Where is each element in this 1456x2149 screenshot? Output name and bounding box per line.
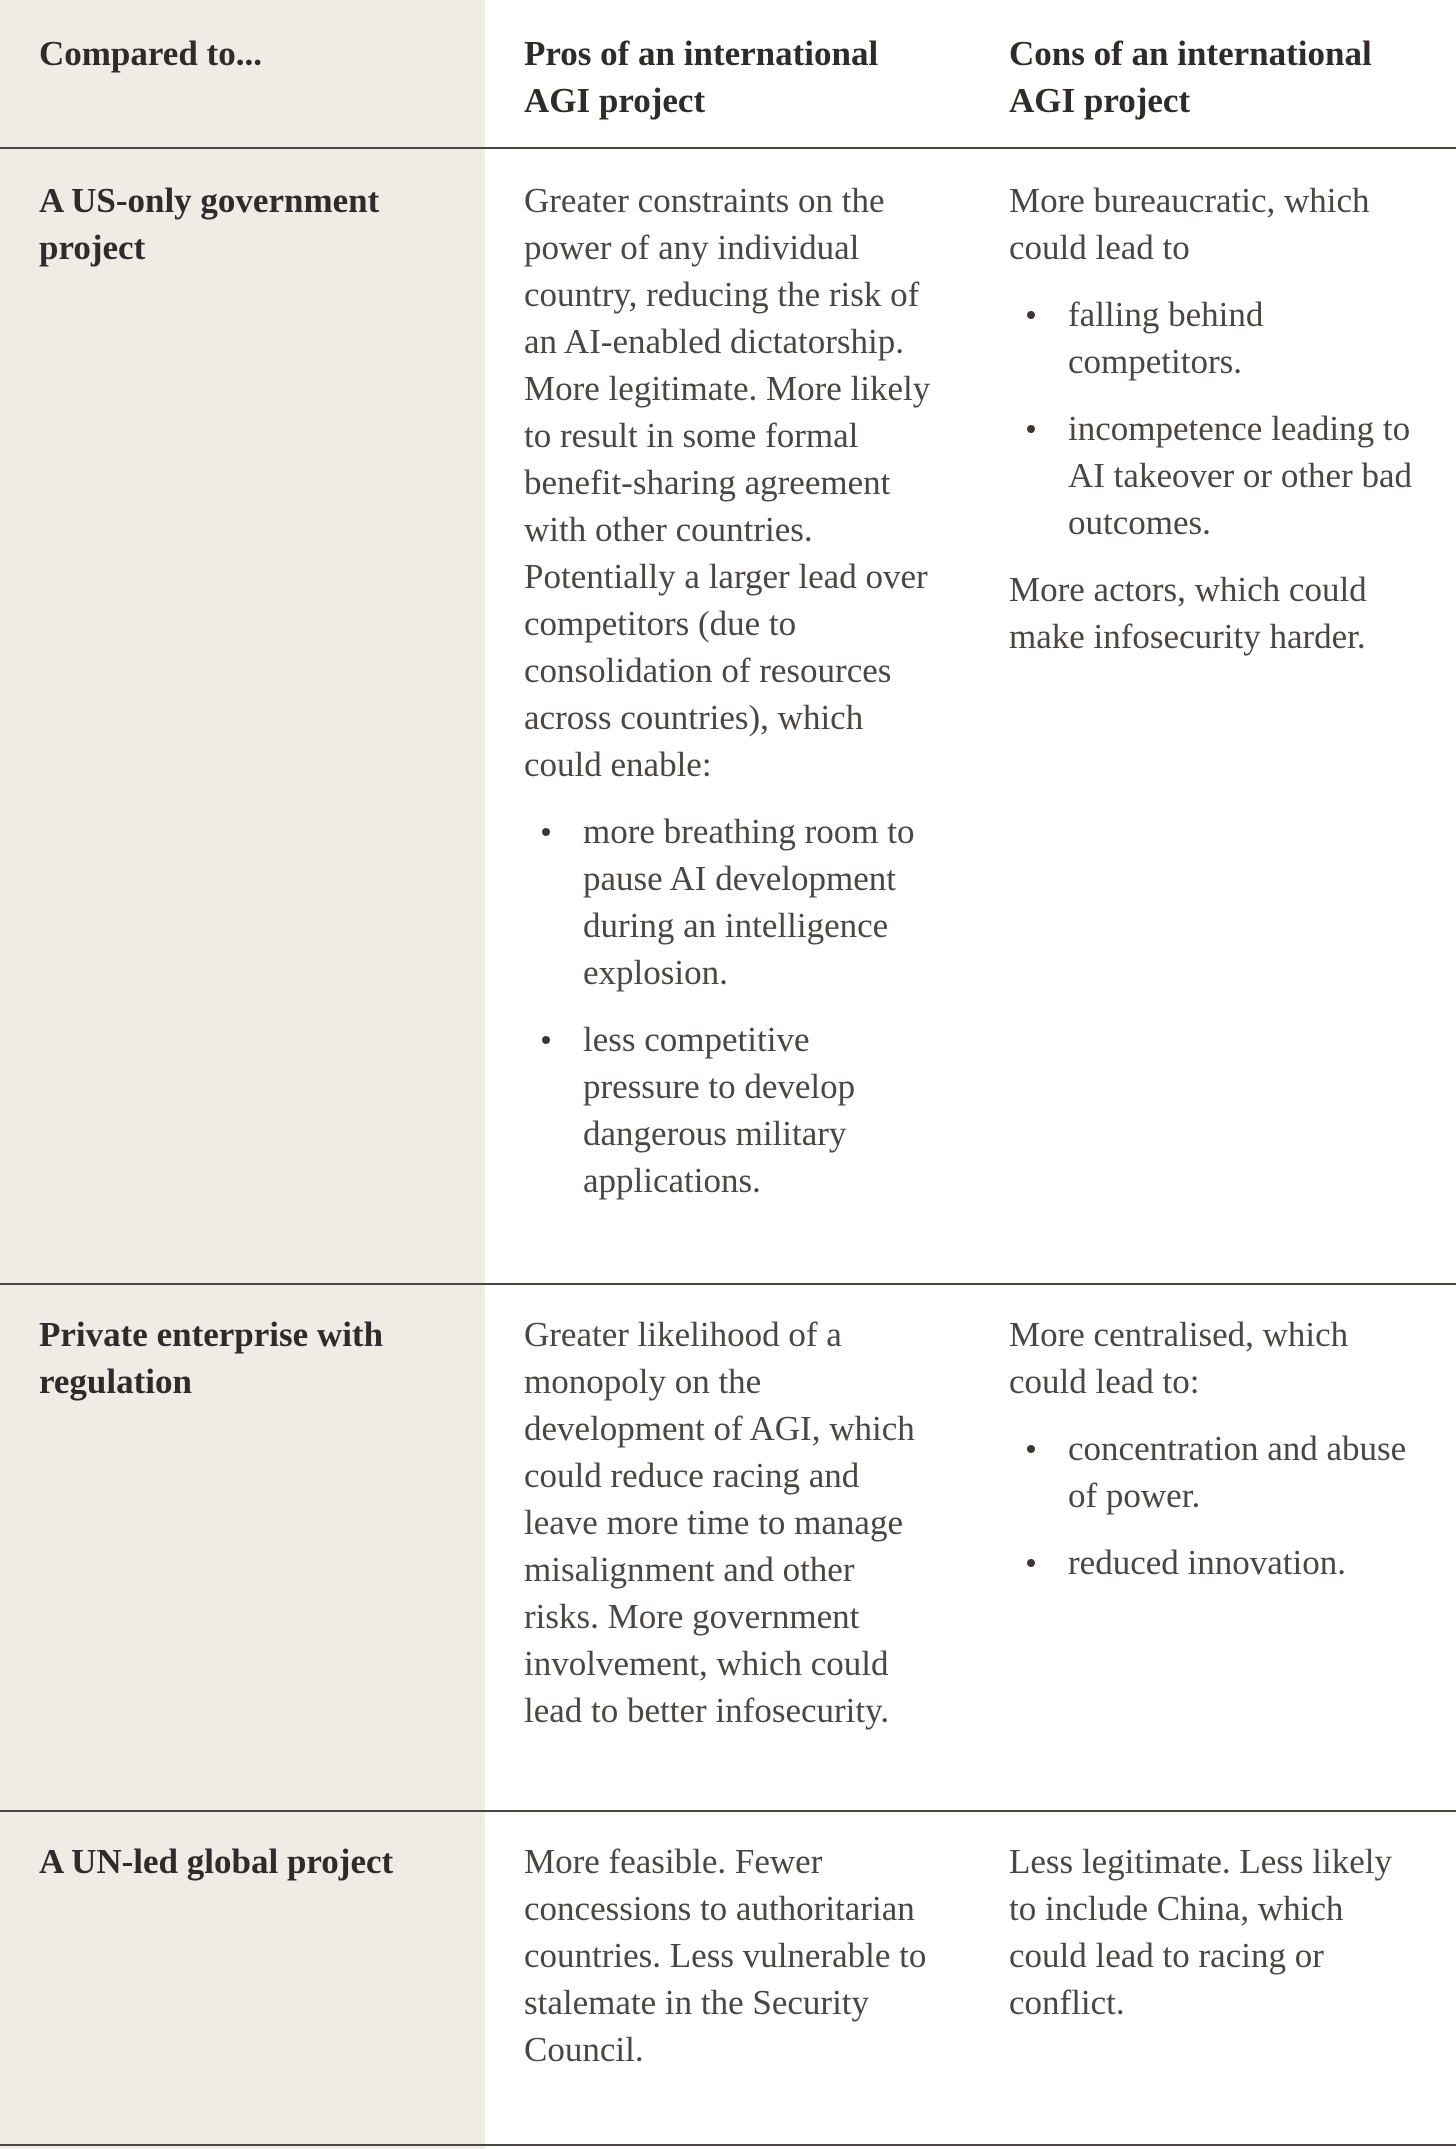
- header-divider: [0, 147, 1456, 149]
- row1-cons: [1009, 177, 1419, 660]
- list-item: falling behind competitors.: [1009, 291, 1419, 385]
- list-item: more breathing room to pause AI development during an intelligence explosion.: [524, 808, 934, 996]
- row-label-un-led: A UN-led global project: [39, 1842, 394, 1881]
- row-label-private-enterprise: Private enterprise with regulation: [39, 1315, 384, 1401]
- row1-cons-list: [1009, 291, 1419, 546]
- row2-cons: [1009, 1311, 1419, 1586]
- row3-pros: [524, 1838, 934, 2073]
- first-column-background: [0, 0, 485, 2149]
- header-compared-to: Compared to...: [39, 34, 262, 73]
- row1-pros: [524, 177, 934, 1204]
- row2-pros: [524, 1311, 934, 1734]
- row2-divider: [0, 1810, 1456, 1812]
- row1-cons-text: More bureaucratic, which could lead to: [1009, 181, 1370, 267]
- row3-cons-text: Less legitimate. Less likely to include China, which could lead to racing or conflict.: [1009, 1842, 1392, 2022]
- header-pros: Pros of an international AGI project: [524, 34, 879, 120]
- row1-pros-list: [524, 808, 934, 1204]
- table-bottom-divider: [0, 2144, 1456, 2146]
- list-item: incompetence leading to AI takeover or other bad outcomes.: [1009, 405, 1419, 546]
- row2-cons-list: [1009, 1425, 1419, 1586]
- row3-pros-text: More feasible. Fewer concessions to authoritarian countries. Less vulnerable to stalemate in the Security Council.: [524, 1842, 927, 2069]
- row2-pros-text: Greater likelihood of a monopoly on the development of AGI, which could reduce racing and leave more time to manage misalignment and other risks. More government involvement, which could lead to better infosecurity.: [524, 1315, 915, 1730]
- row-label-us-only: A US-only government project: [39, 181, 380, 267]
- list-item: reduced innovation.: [1009, 1539, 1419, 1586]
- row1-divider: [0, 1283, 1456, 1285]
- row2-cons-text: More centralised, which could lead to:: [1009, 1315, 1349, 1401]
- row1-pros-text: Greater constraints on the power of any individual country, reducing the risk of an AI-enabled dictatorship. More legitimate. More likely to result in some formal benefit-sharing agreement with other countries. Potentially a larger lead over competitors (due to consolidation of resources across countries), which could enable:: [524, 181, 931, 784]
- row3-cons: [1009, 1838, 1419, 2026]
- header-cons: Cons of an international AGI project: [1009, 34, 1372, 120]
- list-item: less competitive pressure to develop dangerous military applications.: [524, 1016, 934, 1204]
- row1-cons-after: More actors, which could make infosecurity harder.: [1009, 570, 1367, 656]
- list-item: concentration and abuse of power.: [1009, 1425, 1419, 1519]
